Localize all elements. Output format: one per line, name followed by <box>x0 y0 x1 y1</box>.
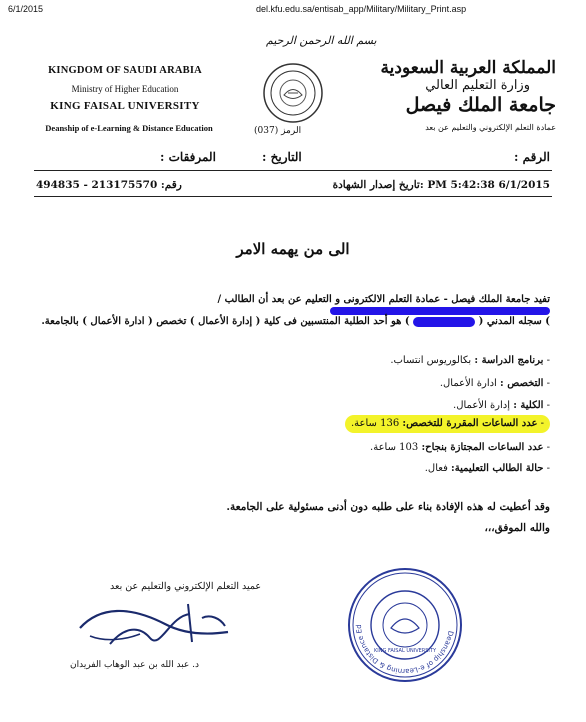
detail-college: - الكلية : إدارة الأعمال. <box>453 400 550 411</box>
closing-statement: وقد أعطيت له هذه الإفادة بناء على طلبه دون أدنى مسئولية على الجامعة. <box>226 501 550 513</box>
handwritten-signature <box>70 596 240 660</box>
redacted-student-name <box>330 307 550 315</box>
english-header-deanship: Deanship of e-Learning & Distance Education <box>45 123 213 133</box>
field-number: الرقم : <box>514 150 550 164</box>
arabic-header-deanship: عمادة التعلم الإلكتروني والتعليم عن بعد <box>425 123 556 132</box>
info-divider <box>34 196 552 197</box>
detail-required-hours: - عدد الساعات المقررة للتخصص: 136 ساعة. <box>345 418 550 429</box>
arabic-header-country: المملكة العربية السعودية <box>380 58 556 78</box>
signatory-title: عميد التعلم الإلكتروني والتعليم عن بعد <box>110 581 262 592</box>
document-code: الرمز (037) <box>254 126 302 136</box>
paragraph-line-1: تفيد جامعة الملك فيصل - عمادة التعلم الالكترونى و التعليم عن بعد أن الطالب / <box>0 294 550 316</box>
english-header-country: KINGDOM OF SAUDI ARABIA <box>48 65 202 76</box>
english-header-university: KING FAISAL UNIVERSITY <box>50 100 200 112</box>
arabic-header-ministry: وزارة التعليم العالي <box>425 78 530 93</box>
redacted-civil-id <box>413 317 475 327</box>
closing-salutation: والله الموفق،،، <box>484 522 550 534</box>
field-attachments: : المرفقات <box>160 150 216 164</box>
svg-text:Deanship of e-Learning & Dista: Deanship of e-Learning & Distance Ed <box>354 624 455 676</box>
english-header-ministry: Ministry of Higher Education <box>71 84 179 94</box>
arabic-header-university: جامعة الملك فيصل <box>405 94 556 116</box>
letter-title: الى من يهمه الامر <box>236 240 350 258</box>
detail-completed-hours: - عدد الساعات المجتازة بنجاح: 103 ساعة. <box>370 442 550 453</box>
reference-number: 494835 - 213175570 :رقم <box>36 179 182 191</box>
signatory-name: د. عبد الله بن عبد الوهاب الفريدان <box>70 660 200 670</box>
basmala-calligraphy: بسم الله الرحمن الرحيم <box>266 34 377 47</box>
print-url: del.kfu.edu.sa/entisab_app/Military/Military_Print.asp <box>256 4 467 14</box>
detail-specialization: - التخصص : ادارة الأعمال. <box>439 378 550 389</box>
detail-program: - برنامج الدراسة : بكالوريوس انتساب. <box>390 355 550 366</box>
field-date: التاريخ : <box>262 150 302 164</box>
svg-text:KING FAISAL UNIVERSITY: KING FAISAL UNIVERSITY <box>373 648 437 654</box>
official-stamp <box>346 566 464 688</box>
issue-date: تاريخ إصدار الشهادة: PM 5:42:38 6/1/2015 <box>332 179 550 191</box>
print-date: 6/1/2015 <box>8 4 44 14</box>
paragraph-line-2: ) سجله المدني ( ) هو أحد الطلبة المنتسبين فى كلية ( إدارة الأعمال ) تخصص ( ادارة الأعمال ) بالجامعة. <box>41 316 550 327</box>
header-divider <box>34 170 552 171</box>
university-logo <box>262 62 324 128</box>
detail-student-status: - حالة الطالب التعليمية: فعال. <box>424 463 550 474</box>
